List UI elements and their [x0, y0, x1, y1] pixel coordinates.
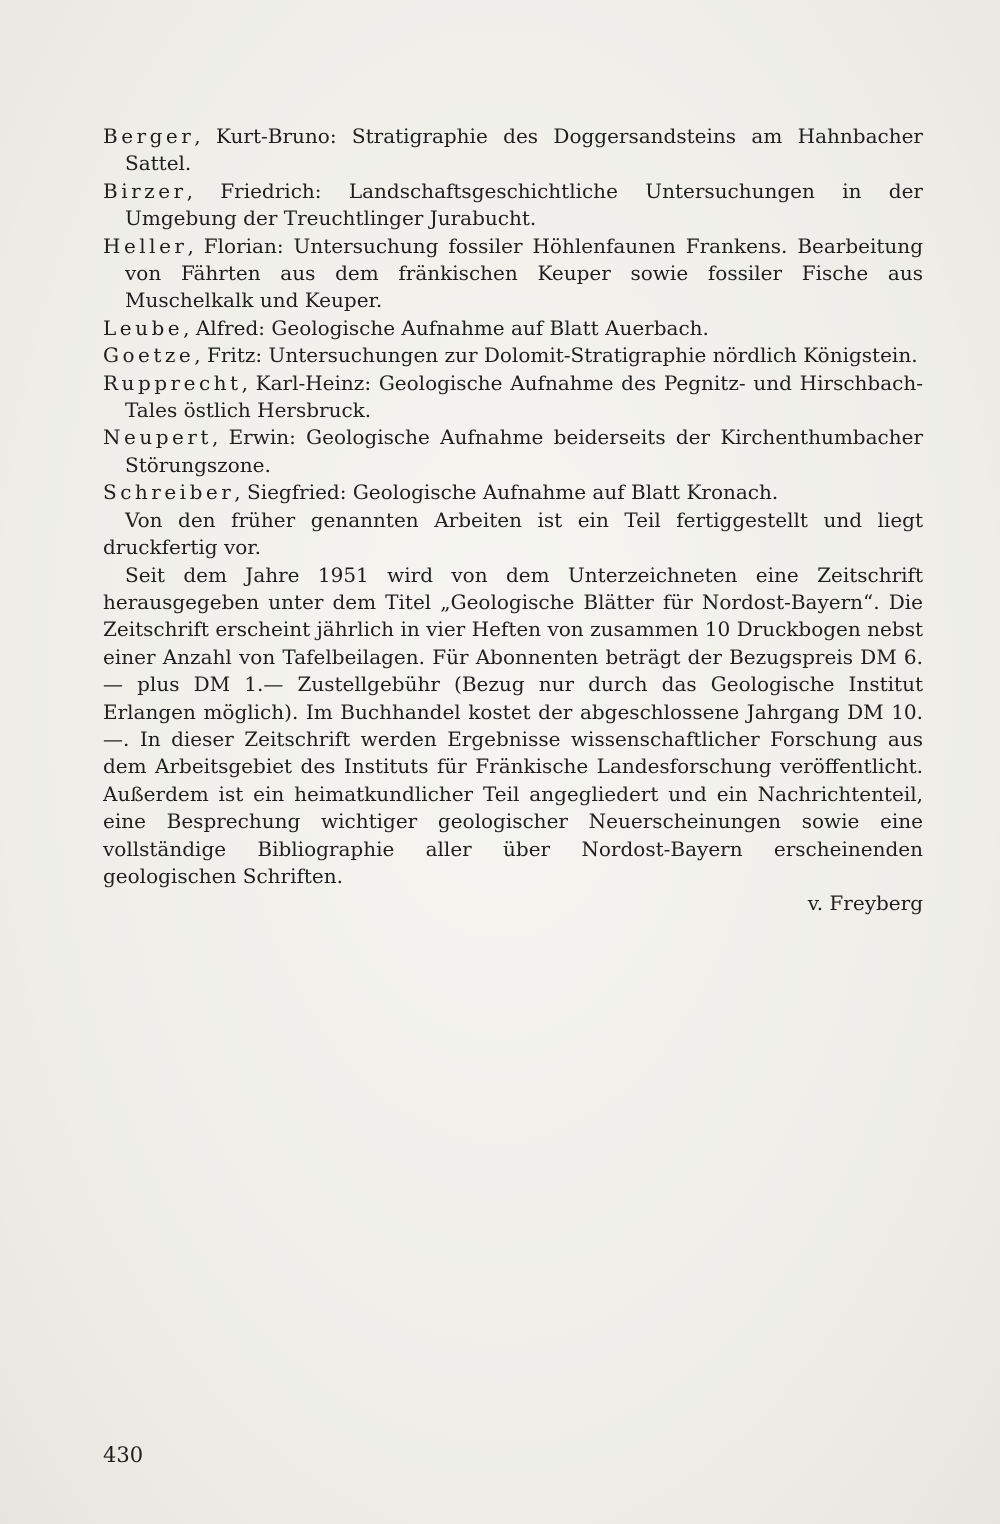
entry-heller: [103, 233, 923, 315]
entry-text: , Fritz: Untersuchungen zur Dolomit-Stratigraphie nördlich Königstein.: [194, 343, 918, 368]
entry-leube: [103, 315, 923, 342]
paragraph-journal: Seit dem Jahre 1951 wird von dem Unterzeichneten eine Zeitschrift herausgegeben unter dem Titel „Geologische Blätter für Nordost-Bayern“. Die Zeitschrift erscheint jährlich in vier Heften von zusammen 10 Druckbogen nebst einer Anzahl von Tafelbeilagen. Für Abonnenten beträgt der Bezugspreis DM 6.— plus DM 1.— Zustellgebühr (Bezug nur durch das Geologische Institut Erlangen möglich). Im Buchhandel kostet der abgeschlossene Jahrgang DM 10.—. In dieser Zeitschrift werden Ergebnisse wissenschaftlicher Forschung aus dem Arbeitsgebiet des Instituts für Fränkische Landesforschung veröffentlicht. Außerdem ist ein heimatkundlicher Teil angegliedert und ein Nachrichtenteil, eine Besprechung wichtiger geologischer Neuerscheinungen sowie eine vollständige Bibliographie aller über Nordost-Bayern erscheinenden geologischen Schriften.: [103, 562, 923, 888]
page-number: 430: [103, 1443, 144, 1467]
entry-rupprecht: [103, 370, 923, 425]
entry-text: , Friedrich: Landschaftsgeschichtliche Untersuchungen in der Umgebung der Treuchtlinger Jurabucht.: [125, 178, 923, 231]
entry-text: , Karl-Heinz: Geologische Aufnahme des Pegnitz- und Hirschbach-Tales östlich Hersbruck.: [125, 370, 923, 423]
entry-surname: Leube: [103, 315, 184, 340]
entry-surname: Goetze: [103, 343, 195, 368]
entry-surname: Neupert: [103, 425, 212, 450]
entry-goetze: [103, 342, 923, 369]
entry-text: , Siegfried: Geologische Aufnahme auf Blatt Kronach.: [234, 480, 779, 505]
main-text: [103, 123, 923, 918]
entry-text: , Alfred: Geologische Aufnahme auf Blatt Auerbach.: [183, 315, 709, 340]
paragraph-status: Von den früher genannten Arbeiten ist ein Teil fertiggestellt und liegt druckfertig vor.: [103, 507, 923, 560]
entry-neupert: [103, 424, 923, 479]
entry-surname: Heller: [103, 233, 188, 258]
entry-birzer: [103, 178, 923, 233]
entry-schreiber: [103, 479, 923, 506]
signature: v. Freyberg: [807, 891, 923, 916]
entry-surname: Birzer: [103, 178, 187, 203]
entry-surname: Berger: [103, 124, 195, 148]
entry-surname: Rupprecht: [103, 370, 242, 395]
entry-berger: [103, 123, 923, 178]
entry-text: , Florian: Untersuchung fossiler Höhlenfaunen Frankens. Bearbeitung von Fährten aus dem fränkischen Keuper sowie fossiler Fische aus Muschelkalk und Keuper.: [125, 233, 923, 313]
entry-text: , Erwin: Geologische Aufnahme beiderseits der Kirchenthumbacher Störungszone.: [125, 425, 923, 477]
entry-text: , Kurt-Bruno: Stratigraphie des Doggersandsteins am Hahnbacher Sattel.: [125, 124, 923, 176]
entry-surname: Schreiber: [103, 480, 235, 505]
